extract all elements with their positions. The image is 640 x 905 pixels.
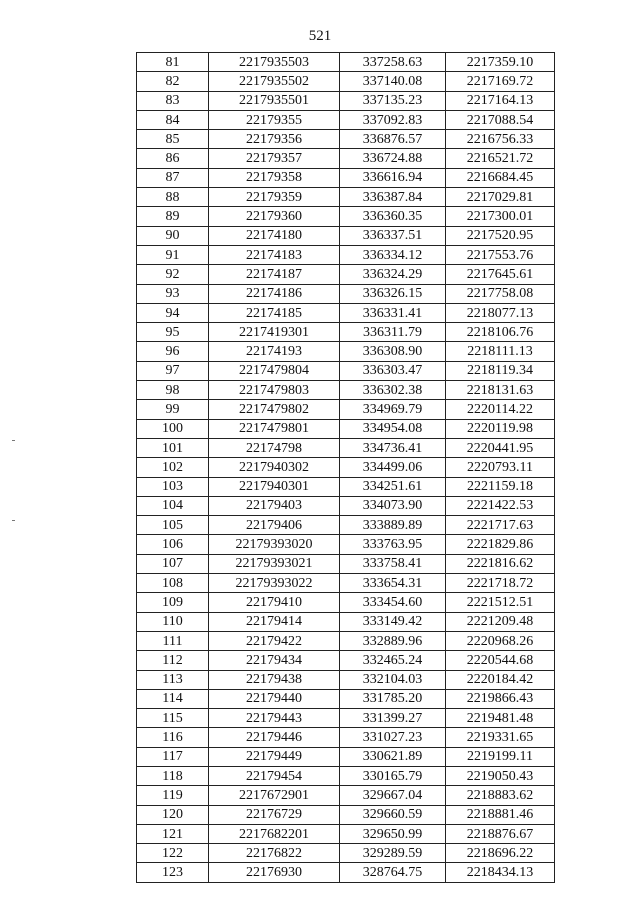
x-coordinate-cell: 337258.63 [340,53,446,72]
row-number-cell: 102 [137,458,209,477]
x-coordinate-cell: 336308.90 [340,342,446,361]
y-coordinate-cell: 2221718.72 [446,574,555,593]
table-row [137,438,555,457]
point-id-cell: 22179393021 [209,554,340,573]
point-id-cell: 22179406 [209,516,340,535]
row-number-cell: 95 [137,323,209,342]
row-number-cell: 111 [137,631,209,650]
x-coordinate-cell: 333654.31 [340,574,446,593]
x-coordinate-cell: 336324.29 [340,265,446,284]
point-id-cell: 22179355 [209,110,340,129]
y-coordinate-cell: 2216756.33 [446,130,555,149]
row-number-cell: 96 [137,342,209,361]
y-coordinate-cell: 2216521.72 [446,149,555,168]
row-number-cell: 112 [137,651,209,670]
y-coordinate-cell: 2218131.63 [446,381,555,400]
x-coordinate-cell: 334499.06 [340,458,446,477]
y-coordinate-cell: 2220184.42 [446,670,555,689]
point-id-cell: 22179393022 [209,574,340,593]
row-number-cell: 103 [137,477,209,496]
point-id-cell: 2217479804 [209,361,340,380]
table-row [137,786,555,805]
table-row [137,381,555,400]
x-coordinate-cell: 336334.12 [340,245,446,264]
point-id-cell: 2217419301 [209,323,340,342]
x-coordinate-cell: 329650.99 [340,824,446,843]
point-id-cell: 22179454 [209,766,340,785]
row-number-cell: 82 [137,72,209,91]
table-row [137,130,555,149]
x-coordinate-cell: 336616.94 [340,168,446,187]
row-number-cell: 123 [137,863,209,882]
x-coordinate-cell: 329660.59 [340,805,446,824]
point-id-cell: 22176729 [209,805,340,824]
table-row [137,805,555,824]
point-id-cell: 22176930 [209,863,340,882]
x-coordinate-cell: 333149.42 [340,612,446,631]
y-coordinate-cell: 2219199.11 [446,747,555,766]
row-number-cell: 87 [137,168,209,187]
point-id-cell: 2217682201 [209,824,340,843]
table-row [137,188,555,207]
table-row [137,303,555,322]
y-coordinate-cell: 2221422.53 [446,496,555,515]
row-number-cell: 118 [137,766,209,785]
row-number-cell: 115 [137,709,209,728]
x-coordinate-cell: 334969.79 [340,400,446,419]
y-coordinate-cell: 2218883.62 [446,786,555,805]
y-coordinate-cell: 2220544.68 [446,651,555,670]
x-coordinate-cell: 331785.20 [340,689,446,708]
x-coordinate-cell: 332465.24 [340,651,446,670]
y-coordinate-cell: 2219866.43 [446,689,555,708]
table-row [137,766,555,785]
row-number-cell: 90 [137,226,209,245]
y-coordinate-cell: 2217359.10 [446,53,555,72]
row-number-cell: 94 [137,303,209,322]
x-coordinate-cell: 333758.41 [340,554,446,573]
x-coordinate-cell: 330621.89 [340,747,446,766]
table-row [137,554,555,573]
x-coordinate-cell: 336302.38 [340,381,446,400]
x-coordinate-cell: 329289.59 [340,844,446,863]
point-id-cell: 22179403 [209,496,340,515]
point-id-cell: 22179422 [209,631,340,650]
point-id-cell: 22179358 [209,168,340,187]
table-row [137,419,555,438]
row-number-cell: 89 [137,207,209,226]
table-row [137,265,555,284]
x-coordinate-cell: 337140.08 [340,72,446,91]
y-coordinate-cell: 2219481.48 [446,709,555,728]
table-row [137,110,555,129]
y-coordinate-cell: 2220793.11 [446,458,555,477]
row-number-cell: 97 [137,361,209,380]
x-coordinate-cell: 334954.08 [340,419,446,438]
y-coordinate-cell: 2217553.76 [446,245,555,264]
y-coordinate-cell: 2221159.18 [446,477,555,496]
page-number: 521 [308,28,332,44]
row-number-cell: 81 [137,53,209,72]
y-coordinate-cell: 2218434.13 [446,863,555,882]
table-row [137,91,555,110]
point-id-cell: 2217479801 [209,419,340,438]
table-row [137,72,555,91]
point-id-cell: 22179438 [209,670,340,689]
table-row [137,670,555,689]
y-coordinate-cell: 2217029.81 [446,188,555,207]
x-coordinate-cell: 333454.60 [340,593,446,612]
row-number-cell: 121 [137,824,209,843]
y-coordinate-cell: 2218119.34 [446,361,555,380]
x-coordinate-cell: 337092.83 [340,110,446,129]
x-coordinate-cell: 336311.79 [340,323,446,342]
y-coordinate-cell: 2218111.13 [446,342,555,361]
row-number-cell: 122 [137,844,209,863]
row-number-cell: 108 [137,574,209,593]
table-row [137,535,555,554]
table-row [137,361,555,380]
x-coordinate-cell: 336387.84 [340,188,446,207]
table-row [137,400,555,419]
table-row [137,709,555,728]
x-coordinate-cell: 334736.41 [340,438,446,457]
y-coordinate-cell: 2218876.67 [446,824,555,843]
row-number-cell: 114 [137,689,209,708]
point-id-cell: 22179360 [209,207,340,226]
x-coordinate-cell: 331399.27 [340,709,446,728]
point-id-cell: 22179357 [209,149,340,168]
point-id-cell: 22174187 [209,265,340,284]
table-row [137,651,555,670]
y-coordinate-cell: 2218077.13 [446,303,555,322]
y-coordinate-cell: 2217164.13 [446,91,555,110]
row-number-cell: 84 [137,110,209,129]
table-row [137,342,555,361]
table-row [137,593,555,612]
table-row [137,207,555,226]
row-number-cell: 92 [137,265,209,284]
row-number-cell: 86 [137,149,209,168]
row-number-cell: 88 [137,188,209,207]
y-coordinate-cell: 2220119.98 [446,419,555,438]
y-coordinate-cell: 2220114.22 [446,400,555,419]
y-coordinate-cell: 2219331.65 [446,728,555,747]
row-number-cell: 113 [137,670,209,689]
x-coordinate-cell: 336303.47 [340,361,446,380]
table-row [137,245,555,264]
point-id-cell: 22174186 [209,284,340,303]
scan-mark [12,440,15,441]
point-id-cell: 22179443 [209,709,340,728]
table-row [137,323,555,342]
y-coordinate-cell: 2217169.72 [446,72,555,91]
x-coordinate-cell: 333889.89 [340,516,446,535]
x-coordinate-cell: 332889.96 [340,631,446,650]
row-number-cell: 110 [137,612,209,631]
x-coordinate-cell: 334073.90 [340,496,446,515]
table-row [137,168,555,187]
table-row [137,496,555,515]
y-coordinate-cell: 2217645.61 [446,265,555,284]
y-coordinate-cell: 2221829.86 [446,535,555,554]
point-id-cell: 22179359 [209,188,340,207]
row-number-cell: 99 [137,400,209,419]
y-coordinate-cell: 2221512.51 [446,593,555,612]
row-number-cell: 116 [137,728,209,747]
x-coordinate-cell: 336326.15 [340,284,446,303]
table-row [137,844,555,863]
point-id-cell: 2217940301 [209,477,340,496]
row-number-cell: 91 [137,245,209,264]
row-number-cell: 100 [137,419,209,438]
y-coordinate-cell: 2217088.54 [446,110,555,129]
x-coordinate-cell: 331027.23 [340,728,446,747]
y-coordinate-cell: 2218696.22 [446,844,555,863]
point-id-cell: 22174193 [209,342,340,361]
row-number-cell: 109 [137,593,209,612]
point-id-cell: 22179410 [209,593,340,612]
x-coordinate-cell: 334251.61 [340,477,446,496]
x-coordinate-cell: 336337.51 [340,226,446,245]
y-coordinate-cell: 2217758.08 [446,284,555,303]
point-id-cell: 2217479803 [209,381,340,400]
table-row [137,458,555,477]
row-number-cell: 117 [137,747,209,766]
x-coordinate-cell: 336876.57 [340,130,446,149]
table-row [137,631,555,650]
x-coordinate-cell: 333763.95 [340,535,446,554]
row-number-cell: 119 [137,786,209,805]
table-row [137,612,555,631]
point-id-cell: 2217935501 [209,91,340,110]
table-row [137,477,555,496]
x-coordinate-cell: 329667.04 [340,786,446,805]
point-id-cell: 2217479802 [209,400,340,419]
point-id-cell: 22179440 [209,689,340,708]
scan-mark [12,520,15,521]
row-number-cell: 98 [137,381,209,400]
point-id-cell: 22174798 [209,438,340,457]
table-row [137,747,555,766]
point-id-cell: 22179414 [209,612,340,631]
point-id-cell: 22179449 [209,747,340,766]
point-id-cell: 22176822 [209,844,340,863]
x-coordinate-cell: 332104.03 [340,670,446,689]
y-coordinate-cell: 2220441.95 [446,438,555,457]
point-id-cell: 2217672901 [209,786,340,805]
y-coordinate-cell: 2217520.95 [446,226,555,245]
coordinates-table-body [137,53,555,883]
point-id-cell: 2217940302 [209,458,340,477]
x-coordinate-cell: 330165.79 [340,766,446,785]
y-coordinate-cell: 2219050.43 [446,766,555,785]
y-coordinate-cell: 2221717.63 [446,516,555,535]
y-coordinate-cell: 2217300.01 [446,207,555,226]
x-coordinate-cell: 337135.23 [340,91,446,110]
y-coordinate-cell: 2221209.48 [446,612,555,631]
y-coordinate-cell: 2216684.45 [446,168,555,187]
table-row [137,149,555,168]
point-id-cell: 22174180 [209,226,340,245]
row-number-cell: 85 [137,130,209,149]
point-id-cell: 22179434 [209,651,340,670]
row-number-cell: 104 [137,496,209,515]
table-row [137,53,555,72]
row-number-cell: 105 [137,516,209,535]
table-row [137,226,555,245]
row-number-cell: 106 [137,535,209,554]
table-row [137,728,555,747]
point-id-cell: 22179356 [209,130,340,149]
x-coordinate-cell: 336360.35 [340,207,446,226]
point-id-cell: 2217935503 [209,53,340,72]
row-number-cell: 101 [137,438,209,457]
y-coordinate-cell: 2221816.62 [446,554,555,573]
y-coordinate-cell: 2218881.46 [446,805,555,824]
x-coordinate-cell: 328764.75 [340,863,446,882]
point-id-cell: 22179393020 [209,535,340,554]
point-id-cell: 22174185 [209,303,340,322]
table-row [137,863,555,882]
row-number-cell: 83 [137,91,209,110]
x-coordinate-cell: 336331.41 [340,303,446,322]
point-id-cell: 22179446 [209,728,340,747]
table-row [137,284,555,303]
row-number-cell: 107 [137,554,209,573]
row-number-cell: 93 [137,284,209,303]
table-row [137,574,555,593]
coordinates-table [136,52,555,883]
table-row [137,516,555,535]
table-row [137,689,555,708]
point-id-cell: 22174183 [209,245,340,264]
row-number-cell: 120 [137,805,209,824]
y-coordinate-cell: 2220968.26 [446,631,555,650]
x-coordinate-cell: 336724.88 [340,149,446,168]
y-coordinate-cell: 2218106.76 [446,323,555,342]
table-row [137,824,555,843]
point-id-cell: 2217935502 [209,72,340,91]
